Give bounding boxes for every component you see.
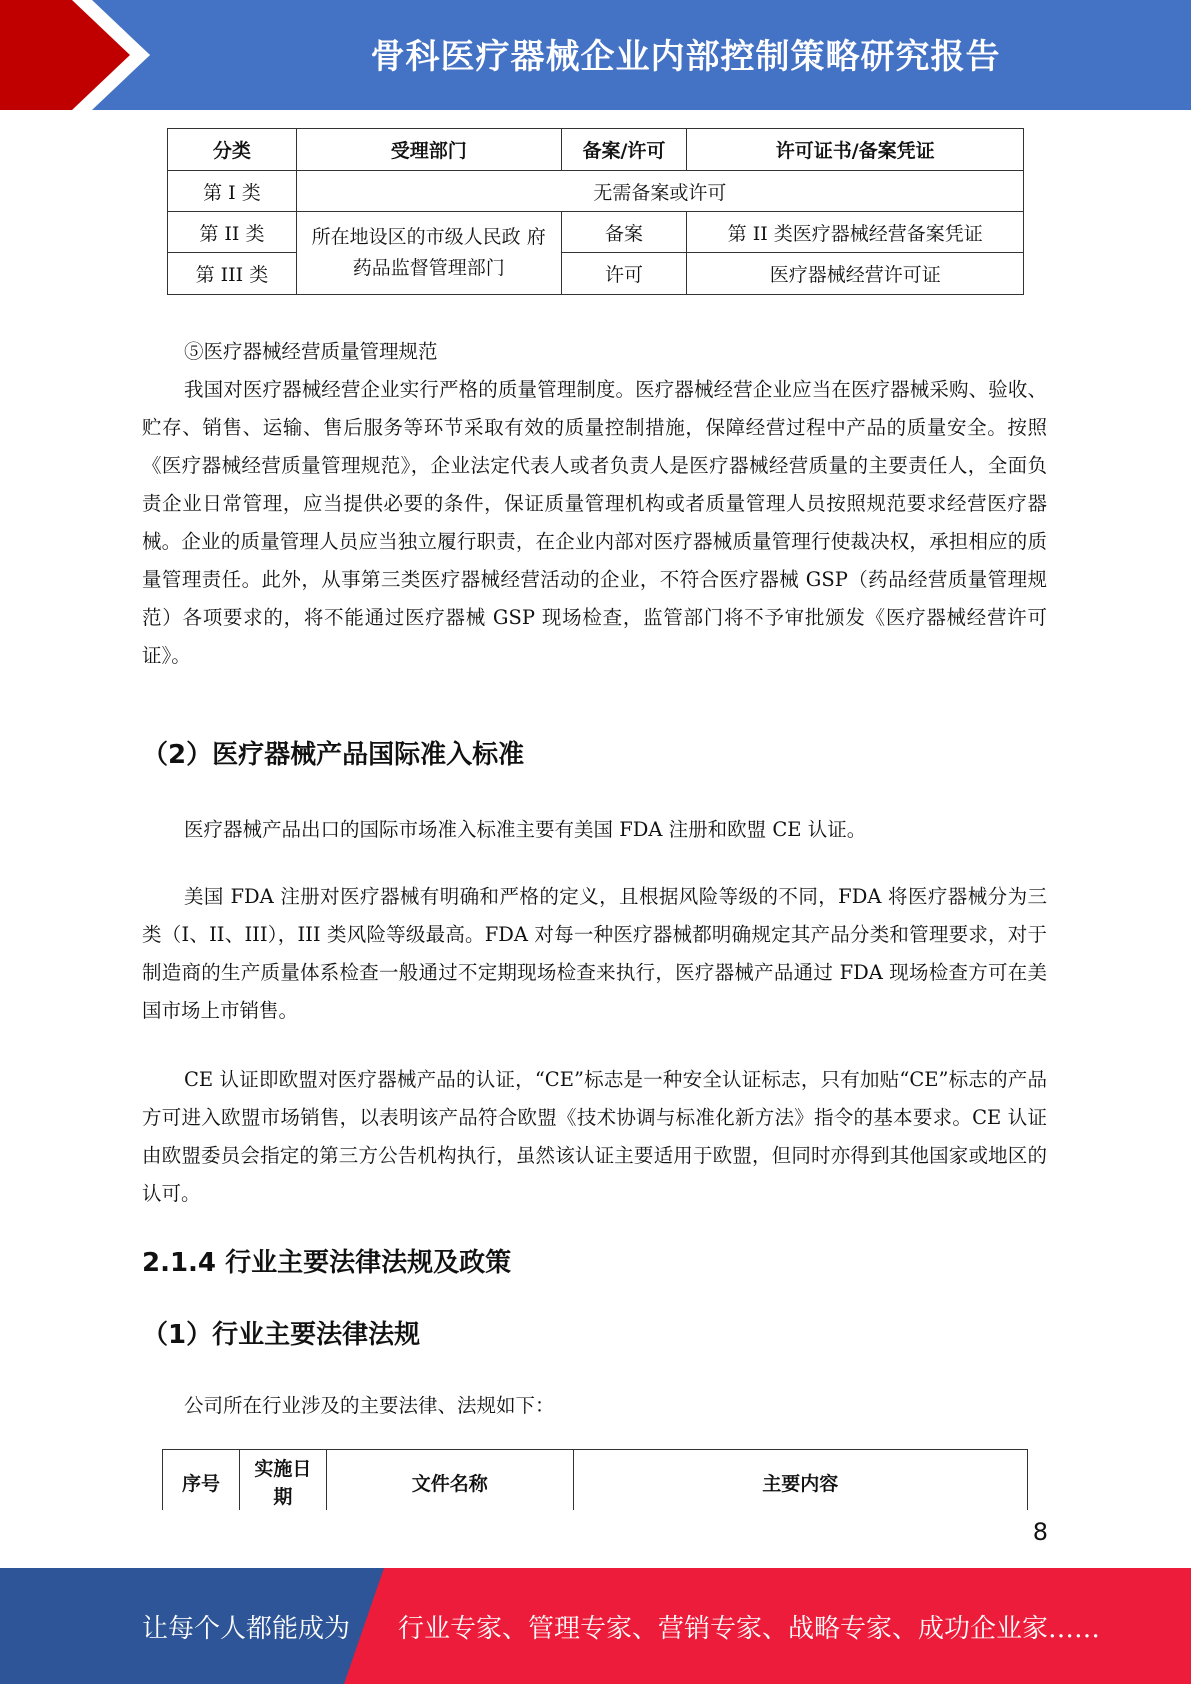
- report-title: 骨科医疗器械企业内部控制策略研究报告: [370, 36, 1001, 77]
- table-cell: 医疗器械经营许可证: [687, 253, 1024, 295]
- paragraph-ce: CE 认证即欧盟对医疗器械产品的认证，“CE”标志是一种安全认证标志，只有加贴“CE”标志的产品方可进入欧盟市场销售，以表明该产品符合欧盟《技术协调与标准化新方法》指令的基本要求。CE 认证由欧盟委员会指定的第三方公告机构执行，虽然该认证主要适用于欧盟，但同时亦得到其他国家或地区的认可。: [142, 1068, 1047, 1205]
- page-footer: [0, 1568, 1191, 1684]
- paragraph-intl-intro: 医疗器械产品出口的国际市场准入标准主要有美国 FDA 注册和欧盟 CE 认证。: [184, 818, 867, 841]
- footer-slogan-right: 行业专家、管理专家、营销专家、战略专家、成功企业家……: [398, 1613, 1101, 1644]
- paragraph-laws-intro: 公司所在行业涉及的主要法律、法规如下：: [184, 1394, 555, 1417]
- table-header-cell: 许可证书/备案凭证: [687, 129, 1024, 171]
- footer-slogan-left: 让每个人都能成为: [142, 1613, 351, 1644]
- table-row: [168, 253, 1024, 295]
- section-heading-214: 2.1.4 行业主要法律法规及政策: [142, 1248, 512, 1278]
- paragraph-quality-management: 我国对医疗器械经营企业实行严格的质量管理制度。医疗器械经营企业应当在医疗器械采购、验收、贮存、销售、运输、售后服务等环节采取有效的质量控制措施，保障经营过程中产品的质量安全。按照《医疗器械经营质量管理规范》，企业法定代表人或者负责人是医疗器械经营质量的主要责任人，全面负责企业日常管理，应当提供必要的条件，保证质量管理机构或者质量管理人员按照规范要求经营医疗器械。企业的质量管理人员应当独立履行职责，在企业内部对医疗器械质量管理行使裁决权，承担相应的质量管理责任。此外，从事第三类医疗器械经营活动的企业，不符合医疗器械 GSP（药品经营质量管理规范）各项要求的，将不能通过医疗器械 GSP 现场检查，监管部门将不予审批颁发《医疗器械经营许可证》。: [142, 378, 1047, 667]
- table-cell: 第 III 类: [168, 253, 297, 295]
- laws-table: [162, 1449, 1028, 1510]
- table-row: [168, 171, 1024, 212]
- table-cell: 许可: [561, 253, 687, 295]
- page-number: 8: [1032, 1518, 1048, 1546]
- table-cell: 第 II 类: [168, 212, 297, 253]
- table-header-cell: 主要内容: [573, 1450, 1027, 1511]
- table-cell: 第 II 类医疗器械经营备案凭证: [687, 212, 1024, 253]
- table-cell: 所在地设区的市级人民政 府药品监督管理部门: [296, 212, 561, 295]
- table-cell: 备案: [561, 212, 687, 253]
- table-header-cell: 序号: [163, 1450, 240, 1511]
- table-header-cell: 分类: [168, 129, 297, 171]
- table-header-cell: 文件名称: [326, 1450, 573, 1511]
- table-cell: 第 I 类: [168, 171, 297, 212]
- table-row: [168, 212, 1024, 253]
- classification-table: [167, 128, 1024, 295]
- section-heading-laws: （1）行业主要法律法规: [142, 1320, 421, 1350]
- table-cell: 无需备案或许可: [296, 171, 1023, 212]
- table-header-cell: 受理部门: [296, 129, 561, 171]
- laws-table-clip: [160, 1448, 1030, 1510]
- page-header: [0, 0, 1191, 110]
- paragraph-fda: 美国 FDA 注册对医疗器械有明确和严格的定义，且根据风险等级的不同，FDA 将医疗器械分为三类（I、II、III），III 类风险等级最高。FDA 对每一种医疗器械都明确规定其产品分类和管理要求，对于制造商的生产质量体系检查一般通过不定期现场检查来执行，医疗器械产品通过 FDA 现场检查方可在美国市场上市销售。: [142, 885, 1047, 1022]
- section-heading-international-standards: （2）医疗器械产品国际准入标准: [142, 740, 525, 770]
- subsection-title: ⑤医疗器械经营质量管理规范: [184, 340, 438, 363]
- table-header-cell: 实施日期: [239, 1450, 326, 1511]
- table-header-cell: 备案/许可: [561, 129, 687, 171]
